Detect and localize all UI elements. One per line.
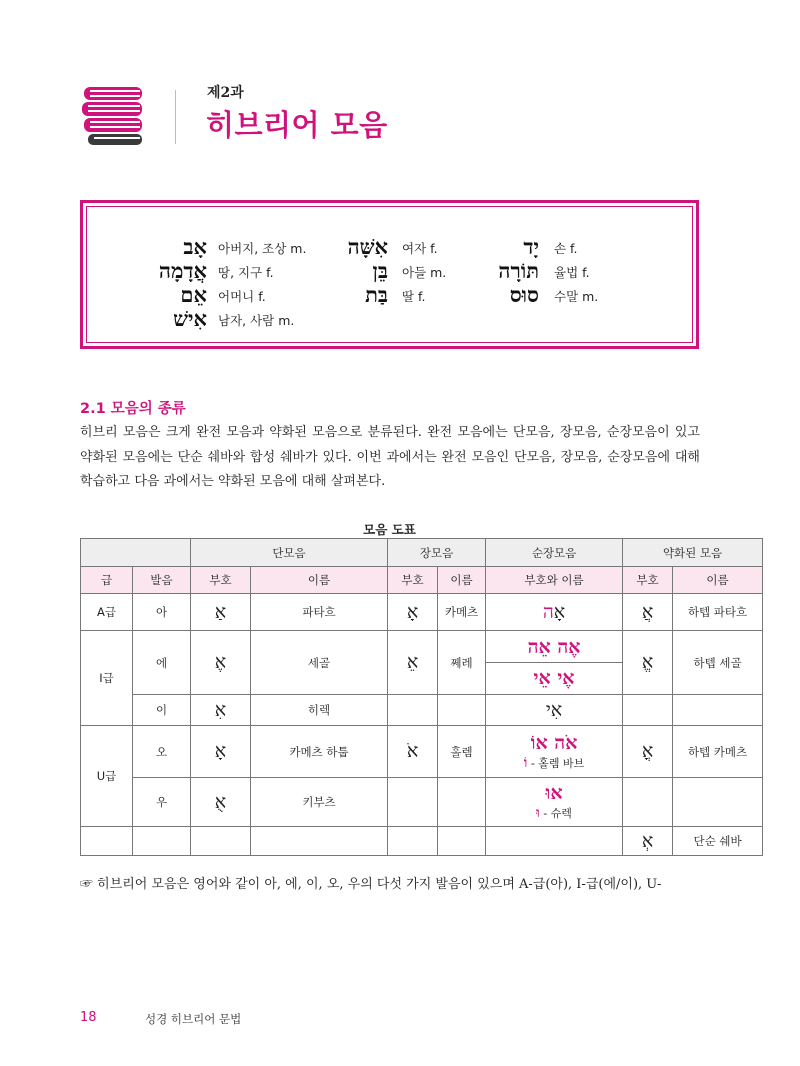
header-divider — [175, 90, 176, 144]
group-header: 약화된 모음 — [623, 539, 763, 567]
vocabulary-box — [80, 200, 699, 349]
pure-long-note-text: - 슈렉 — [539, 807, 572, 820]
col-header: 부호 — [191, 567, 251, 594]
empty-cell — [251, 827, 388, 856]
empty-cell — [623, 778, 673, 827]
vocab-hebrew: סוּס — [509, 282, 539, 307]
vocab-hebrew: אֵם — [180, 282, 207, 307]
pronunciation-cell: 오 — [133, 726, 191, 778]
table-row — [81, 827, 763, 856]
grade-cell: I급 — [81, 631, 133, 726]
pure-long-note — [486, 805, 622, 822]
pure-long-note-text: - 홀렘 바브 — [527, 756, 585, 770]
pure-long-base: א — [553, 600, 566, 623]
col-header: 이름 — [438, 567, 486, 594]
pure-long-line: אוּ — [545, 782, 563, 804]
section-heading: 2.1 모음의 종류 — [80, 401, 186, 417]
table-row — [81, 631, 763, 695]
reduced-vowel-sign: אֳ — [623, 726, 673, 778]
vocab-hebrew: בֵּן — [372, 258, 388, 283]
reduced-vowel-sign: אֱ — [623, 631, 673, 695]
pure-long-mark: ָה — [542, 600, 554, 623]
empty-cell — [673, 695, 763, 726]
group-header: 순장모음 — [486, 539, 623, 567]
vocab-gloss: 손 f. — [554, 241, 578, 256]
col-header: 부호 — [388, 567, 438, 594]
long-vowel-sign: אָ — [388, 594, 438, 631]
vocab-hebrew: אִישׁ — [173, 306, 207, 331]
table-row — [81, 695, 763, 726]
empty-cell — [623, 695, 673, 726]
pure-long-note-symbol: וּ — [536, 805, 540, 821]
grade-cell: U급 — [81, 726, 133, 827]
empty-cell — [81, 827, 133, 856]
long-vowel-name: 쩨레 — [438, 631, 486, 695]
vocabulary-inner-frame — [86, 206, 693, 343]
page-number: 18 — [80, 1010, 97, 1025]
vocab-gloss: 어머니 f. — [218, 289, 266, 304]
long-vowel-name: 카메츠 — [438, 594, 486, 631]
running-head: 성경 히브리어 문법 — [145, 1012, 242, 1026]
pure-long-vowel: אִי — [486, 695, 623, 726]
pure-long-line: אֹה אוֹ — [530, 731, 578, 754]
pure-long-vowel — [486, 726, 623, 778]
pure-long-vowel — [486, 594, 623, 631]
pure-long-vowel — [486, 631, 623, 695]
reduced-vowel-sign: אְ — [623, 827, 673, 856]
table-caption: 모음 도표 — [363, 522, 416, 537]
reduced-vowel-name: 하텝 카메츠 — [673, 726, 763, 778]
table-row — [81, 778, 763, 827]
empty-cell — [388, 778, 438, 827]
reduced-vowel-sign: אֲ — [623, 594, 673, 631]
section-paragraph: 히브리 모음은 크게 완전 모음과 약화된 모음으로 분류된다. 완전 모음에는 단모음, 장모음, 순장모음이 있고 약화된 모음에는 단순 쉐바와 합성 쉐바가 있다. 이번 과에서는 완전 모음인 단모음, 장모음, 순장모음에 대해 학습하고 다음 과에서는 약화된 모음에 대해 살펴본다. — [80, 425, 700, 489]
empty-cell — [191, 827, 251, 856]
short-vowel-name: 파타흐 — [251, 594, 388, 631]
pure-long-note — [486, 755, 622, 772]
vocab-gloss: 남자, 사람 m. — [218, 313, 295, 328]
vocab-hebrew: אֲדָמָה — [158, 258, 207, 283]
col-header: 부호 — [623, 567, 673, 594]
group-header: 장모음 — [388, 539, 486, 567]
short-vowel-name: 카메츠 하툽 — [251, 726, 388, 778]
short-vowel-sign: אֻ — [191, 778, 251, 827]
short-vowel-sign: אָ — [191, 726, 251, 778]
empty-cell — [388, 695, 438, 726]
col-header: 부호와 이름 — [486, 567, 623, 594]
pure-long-line: אֶה אֵה — [486, 631, 622, 663]
vocab-hebrew: בַּת — [365, 282, 388, 307]
col-header: 이름 — [673, 567, 763, 594]
pronunciation-cell: 이 — [133, 695, 191, 726]
reduced-vowel-name: 단순 쉐바 — [673, 827, 763, 856]
col-header: 급 — [81, 567, 133, 594]
pronunciation-cell: 우 — [133, 778, 191, 827]
empty-cell — [438, 695, 486, 726]
pronunciation-cell: 에 — [133, 631, 191, 695]
group-header: 단모음 — [191, 539, 388, 567]
long-vowel-name: 홀렘 — [438, 726, 486, 778]
vowel-chart-table — [80, 538, 763, 856]
vocab-gloss: 수말 m. — [554, 289, 599, 304]
pronunciation-cell: 아 — [133, 594, 191, 631]
short-vowel-sign: אֶ — [191, 631, 251, 695]
short-vowel-name: 세골 — [251, 631, 388, 695]
long-vowel-sign: אֵ — [388, 631, 438, 695]
pure-long-note-symbol: וֹ — [523, 754, 528, 771]
blank-header-cell — [81, 539, 191, 567]
grade-cell: A급 — [81, 594, 133, 631]
empty-cell — [438, 778, 486, 827]
table-row — [81, 594, 763, 631]
vocab-gloss: 땅, 지구 f. — [218, 265, 274, 280]
table-row — [81, 726, 763, 778]
vocab-hebrew: תּוֹרָה — [498, 258, 539, 283]
vocab-gloss: 아들 m. — [402, 265, 447, 280]
col-header: 발음 — [133, 567, 191, 594]
stacked-books-icon — [80, 85, 148, 147]
table-group-header-row — [81, 539, 763, 567]
short-vowel-sign: אִ — [191, 695, 251, 726]
vocab-hebrew: יָד — [523, 234, 539, 259]
footnote-paragraph: ☞ 히브리어 모음은 영어와 같이 아, 에, 이, 오, 우의 다섯 가지 발음이 있으며 A-급(아), I-급(에/이), U- — [80, 877, 662, 892]
vocab-hebrew: אָב — [183, 234, 207, 259]
reduced-vowel-name: 하텝 파타흐 — [673, 594, 763, 631]
short-vowel-name: 키부츠 — [251, 778, 388, 827]
empty-cell — [133, 827, 191, 856]
vocab-gloss: 율법 f. — [554, 265, 590, 280]
table-sub-header-row — [81, 567, 763, 594]
short-vowel-name: 히렉 — [251, 695, 388, 726]
empty-cell — [388, 827, 438, 856]
vocab-gloss: 딸 f. — [402, 289, 426, 304]
empty-cell — [486, 827, 623, 856]
vocab-gloss: 아버지, 조상 m. — [218, 241, 307, 256]
short-vowel-sign: אַ — [191, 594, 251, 631]
vocab-hebrew: אִשָּׁה — [347, 234, 388, 259]
lesson-number: 제2과 — [207, 85, 244, 101]
pure-long-vowel — [486, 778, 623, 827]
pure-long-line: אֶי אֵי — [533, 667, 575, 689]
vocab-gloss: 여자 f. — [402, 241, 438, 256]
lesson-title: 히브리어 모음 — [206, 108, 388, 142]
empty-cell — [438, 827, 486, 856]
empty-cell — [673, 778, 763, 827]
col-header: 이름 — [251, 567, 388, 594]
long-vowel-sign: אֹ — [388, 726, 438, 778]
reduced-vowel-name: 하텝 세골 — [673, 631, 763, 695]
